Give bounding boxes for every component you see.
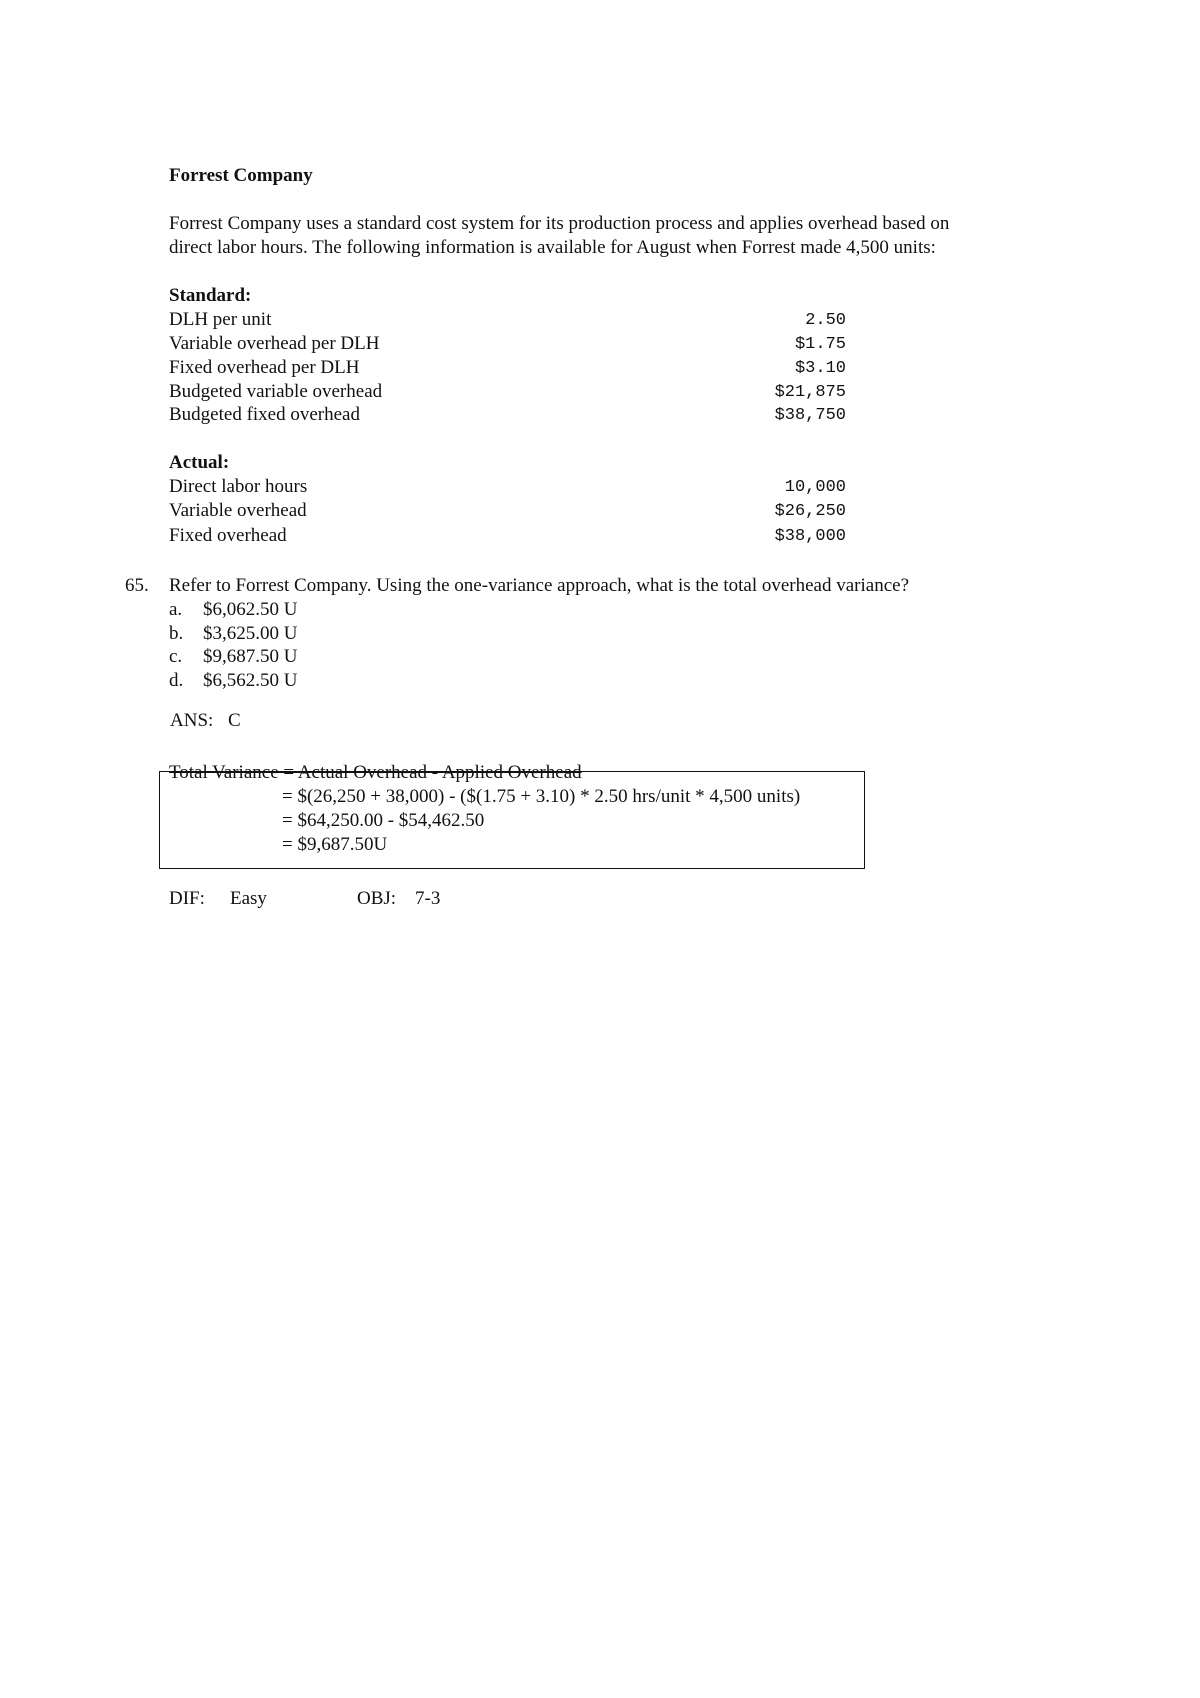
actual-row-label: Fixed overhead [169, 525, 287, 546]
option-text: $6,062.50 U [203, 599, 298, 620]
standard-row-label: Budgeted variable overhead [169, 381, 383, 402]
difficulty-value: Easy [230, 888, 267, 909]
objective-label: OBJ: [357, 888, 397, 909]
standard-row-value: $38,750 [774, 406, 846, 425]
solution-line-4: = $9,687.50U [282, 834, 388, 855]
intro-line-1: Forrest Company uses a standard cost system for its production process and applies overhead based on [169, 213, 950, 234]
standard-row-value: $21,875 [774, 383, 846, 402]
option-letter: c. [169, 646, 183, 667]
standard-row-label: Budgeted fixed overhead [169, 404, 360, 425]
solution-line-1: Total Variance = Actual Overhead - Applied Overhead [169, 762, 582, 783]
question-text: Refer to Forrest Company. Using the one-variance approach, what is the total overhead variance? [169, 575, 910, 596]
question-number: 65. [125, 575, 149, 596]
standard-row-value: $1.75 [794, 335, 846, 354]
option-letter: d. [169, 670, 184, 691]
actual-row-value: $26,250 [774, 502, 846, 521]
standard-row-label: Fixed overhead per DLH [169, 357, 360, 378]
section-title: Forrest Company [169, 165, 313, 186]
option-letter: a. [169, 599, 183, 620]
standard-row-label: DLH per unit [169, 309, 272, 330]
actual-row-label: Variable overhead [169, 500, 307, 521]
option-text: $3,625.00 U [203, 623, 298, 644]
solution-line-3: = $64,250.00 - $54,462.50 [282, 810, 485, 831]
actual-row-label: Direct labor hours [169, 476, 308, 497]
answer-label: ANS: [170, 710, 214, 731]
actual-heading: Actual: [169, 452, 230, 473]
solution-line-2: = $(26,250 + 38,000) - ($(1.75 + 3.10) * 2.50 hrs/unit * 4,500 units) [282, 786, 801, 807]
actual-row-value: $38,000 [774, 527, 846, 546]
standard-row-value: 2.50 [805, 311, 846, 330]
standard-row-label: Variable overhead per DLH [169, 333, 380, 354]
answer-value: C [228, 710, 241, 731]
option-text: $6,562.50 U [203, 670, 298, 691]
option-text: $9,687.50 U [203, 646, 298, 667]
actual-row-value: 10,000 [784, 478, 846, 497]
difficulty-label: DIF: [169, 888, 205, 909]
standard-heading: Standard: [169, 285, 252, 306]
standard-row-value: $3.10 [794, 359, 846, 378]
objective-value: 7-3 [415, 888, 441, 909]
intro-line-2: direct labor hours. The following information is available for August when Forrest made 4,500 units: [169, 237, 936, 258]
option-letter: b. [169, 623, 184, 644]
